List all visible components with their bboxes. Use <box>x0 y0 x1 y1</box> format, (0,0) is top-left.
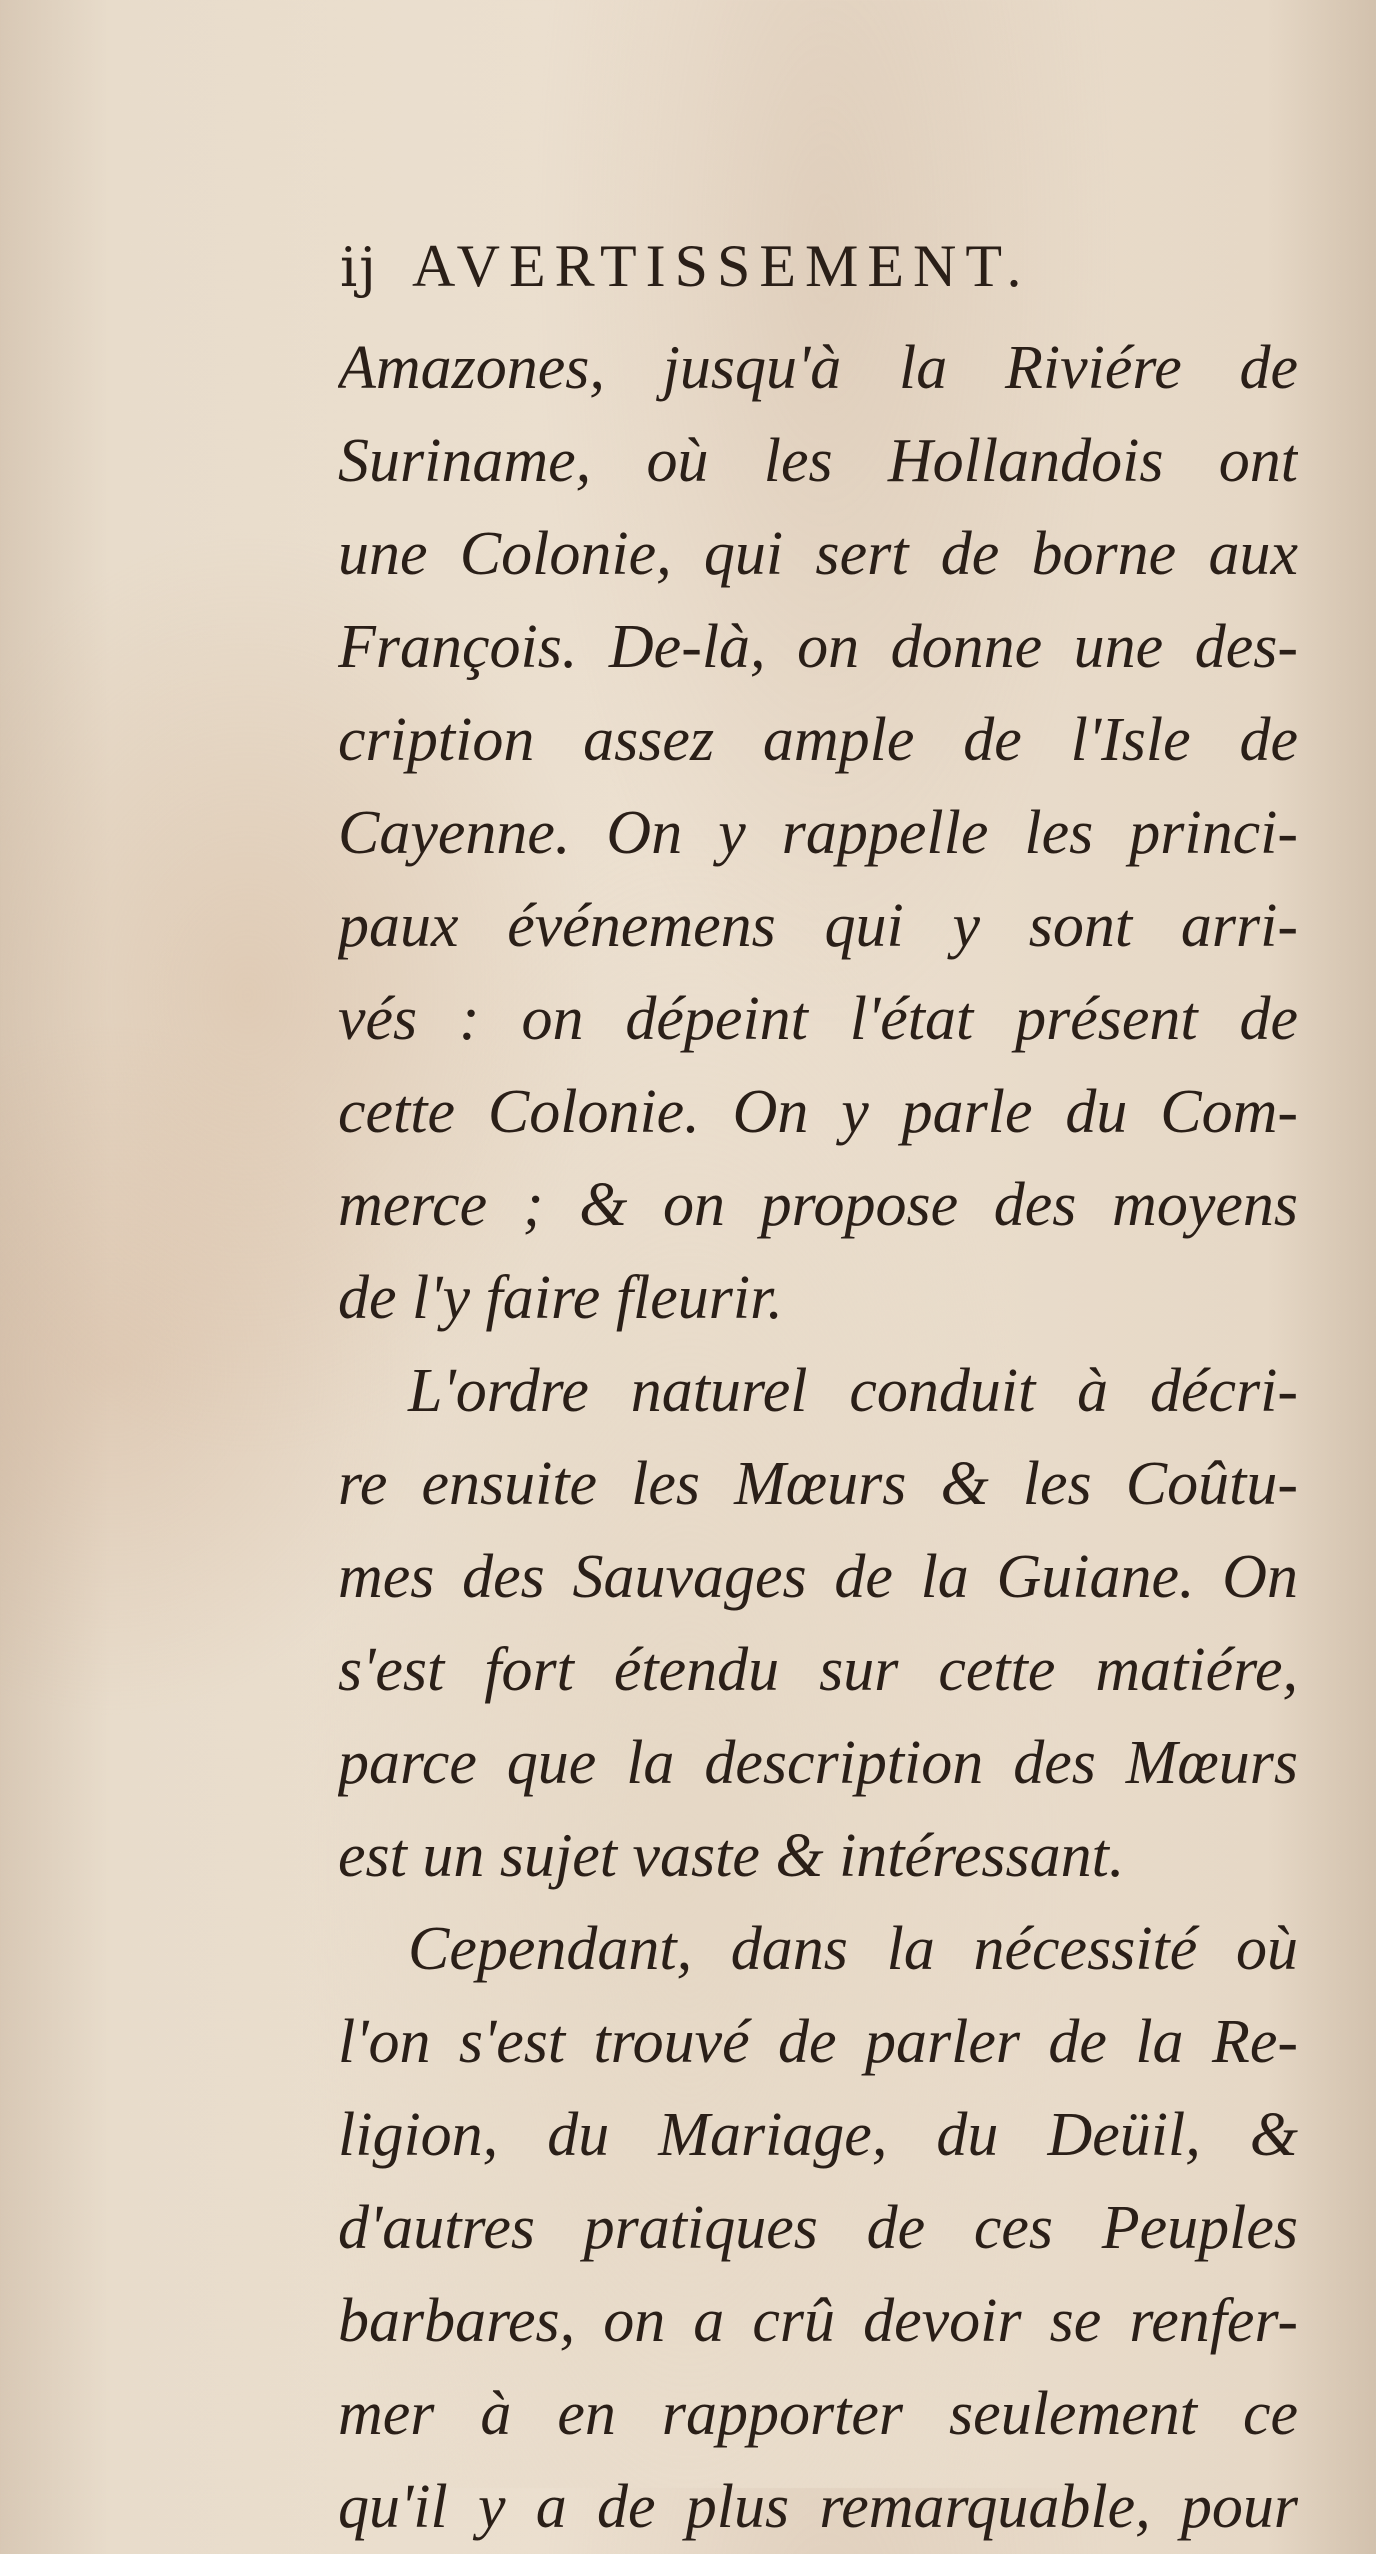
text-line: Suriname, où les Hollandois ont <box>338 427 1298 495</box>
body-text <box>338 322 1298 2554</box>
text-line: est un sujet vaste & intéressant. <box>338 1822 1125 1890</box>
text-line: Amazones, jusqu'à la Riviére de <box>338 334 1298 402</box>
text-line: Cayenne. On y rappelle les princi- <box>338 799 1298 867</box>
text-line: paux événemens qui y sont arri- <box>338 892 1298 960</box>
text-line: cette Colonie. On y parle du Com- <box>338 1078 1298 1146</box>
text-line: cription assez ample de l'Isle de <box>338 706 1298 774</box>
text-line: s'est fort étendu sur cette matiére, <box>338 1636 1298 1704</box>
text-line: d'autres pratiques de ces Peuples <box>338 2194 1298 2262</box>
page-number: ij <box>340 236 379 299</box>
text-line: L'ordre naturel conduit à décri- <box>408 1357 1298 1425</box>
text-line: mes des Sauvages de la Guiane. On <box>338 1543 1298 1611</box>
text-line: de l'y faire fleurir. <box>338 1264 783 1332</box>
text-line: parce que la description des Mœurs <box>338 1729 1298 1797</box>
text-line: Cependant, dans la nécessité où <box>408 1915 1298 1983</box>
text-line: mer à en rapporter seulement ce <box>338 2380 1298 2448</box>
running-head <box>340 232 1280 312</box>
text-line: merce ; & on propose des moyens <box>338 1171 1298 1239</box>
running-head-title: AVERTISSEMENT. <box>412 233 1031 299</box>
text-line: François. De-là, on donne une des- <box>338 613 1298 681</box>
text-line: re ensuite les Mœurs & les Coûtu- <box>338 1450 1298 1518</box>
text-line: vés : on dépeint l'état présent de <box>338 985 1298 1053</box>
text-line: barbares, on a crû devoir se renfer- <box>338 2287 1298 2355</box>
text-line: ligion, du Mariage, du Deüil, & <box>338 2101 1298 2169</box>
text-line: qu'il y a de plus remarquable, pour <box>338 2473 1298 2541</box>
text-line: l'on s'est trouvé de parler de la Re- <box>338 2008 1298 2076</box>
text-line: une Colonie, qui sert de borne aux <box>338 520 1298 588</box>
